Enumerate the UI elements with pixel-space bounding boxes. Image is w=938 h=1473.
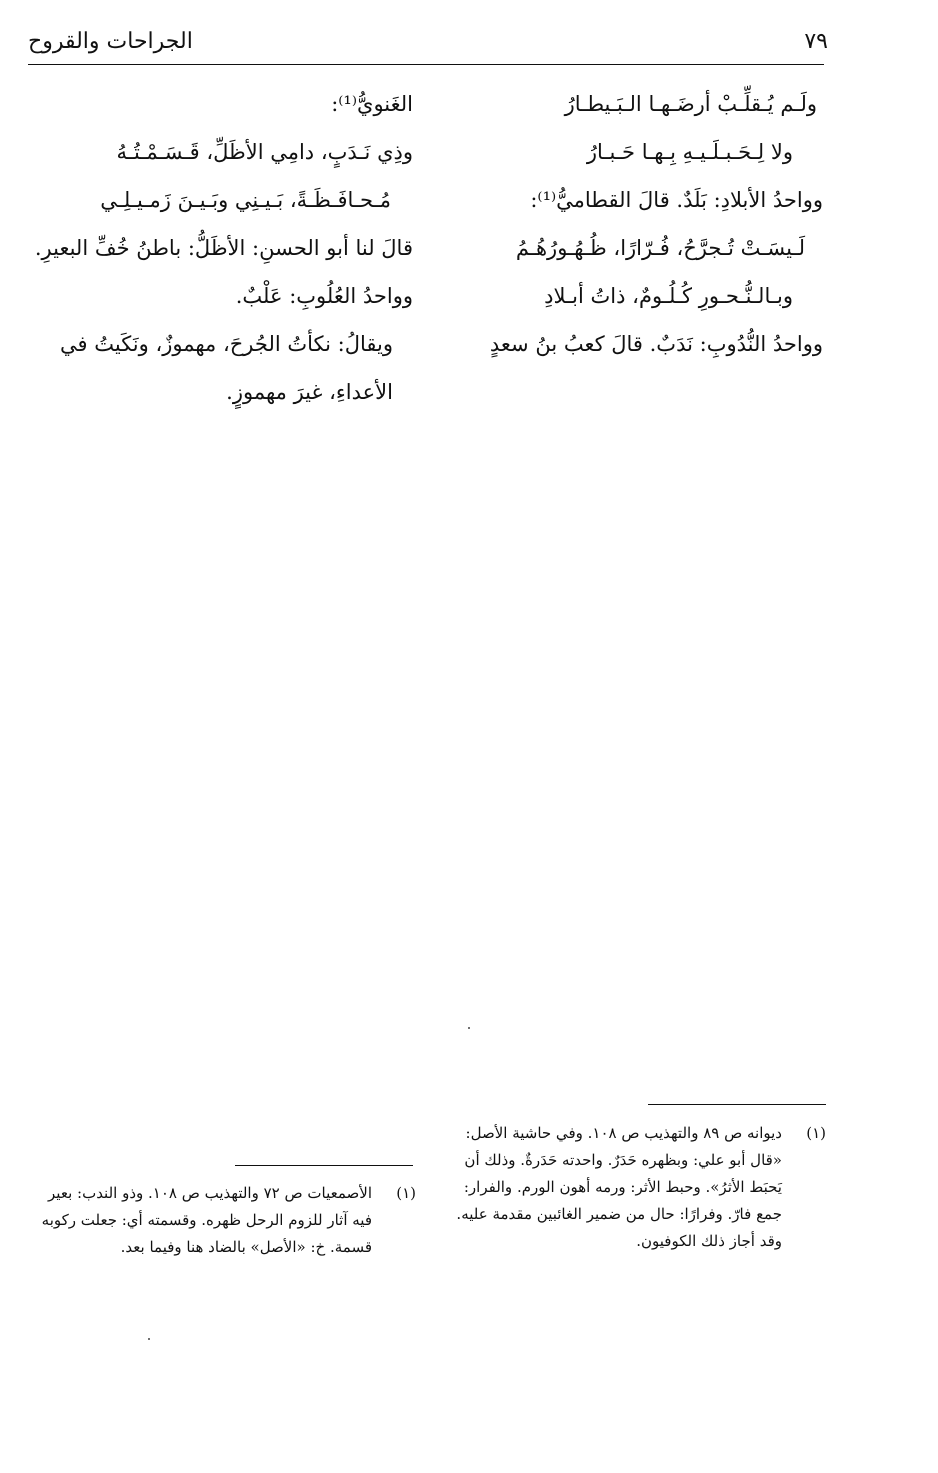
verse-line: ولا لِـحَـبـلَـيـهِ بِـهـا حَـبـارُ [586, 140, 793, 164]
page-number: ٧٩ [804, 29, 828, 54]
footnote-number: (١) [806, 1124, 826, 1142]
header-rule [28, 64, 824, 65]
text-paragraph: ويقالُ: نكأتُ الجُرحَ، مهموزٌ، ونَكَيتُ في الأعداءِ، غيرَ مهموزٍ. [60, 332, 393, 404]
text-line: وواحدُ العُلُوبِ: عَلْبٌ. [235, 284, 413, 308]
text-line: وواحدُ النُّدُوبِ: نَدَبٌ. قالَ كعبُ بنُ سعدٍ [489, 332, 823, 356]
footnote-text: الأصمعيات ص ٧٢ والتهذيب ص ١٠٨. وذو الندب: بعير فيه آثار للزوم الرحل ظهره. وقسمته أي: جعلت ركوبه قسمة. خ: «الأصل» بالضاد هنا وفيما بعد. [41, 1184, 372, 1256]
footnote-rule-right [648, 1104, 826, 1105]
footnote-number: (١) [396, 1184, 416, 1202]
verse-line: لَـيسَـتْ تُـجرَّحُ، فُـرّارًا، ظُـهُـورُهُـمُ [515, 236, 805, 260]
scan-speck [148, 1338, 150, 1340]
right-column [443, 80, 823, 368]
text-paragraph: قالَ لنا أبو الحسنِ: الأظَلُّ: باطنُ خُفِّ البعيرِ. [34, 236, 413, 260]
footnote-right [446, 1120, 826, 1255]
verse-line: وبـالـنُّـحـورِ كُـلُـومٌ، ذاتُ أبـلادِ [544, 284, 793, 308]
footnote-text: ديوانه ص ٨٩ والتهذيب ص ١٠٨. وفي حاشية الأصل: «قال أبو علي: وبظهره حَدَرٌ. واحدته حَدَرةٌ. وذلك أن يَحبَط الأثرُ». وحبط الأثر: ورمه أهون الورم. والفرار: جمع فارّ. وفرارًا: حال من ضمير الغائبين مقدمة عليه. وقد أجاز ذلك الكوفيون. [456, 1124, 782, 1250]
footnote-left [28, 1180, 416, 1261]
text-line: الغَنويُّ⁽¹⁾: [331, 92, 413, 116]
left-column [28, 80, 413, 416]
verse-line: مُـحـافَـظَـةً، بَـيـنِي وبَـيـنَ زَمـيـلِـي [100, 188, 391, 212]
verse-line: وذِي نَـدَبٍ، دامِي الأظَلِّ، قَـسَـمْـتُـهُ [116, 140, 413, 164]
footnote-rule-left [235, 1165, 413, 1166]
verse-line: ولَـم يُـقلِّـبْ أرضَـهـا الـبَـيطـارُ [564, 92, 817, 116]
scan-speck [468, 1027, 470, 1029]
running-head: الجراحات والقروح [28, 29, 193, 54]
text-line: وواحدُ الأبلادِ: بَلَدٌ. قالَ القطاميُّ⁽¹⁾: [530, 188, 823, 212]
